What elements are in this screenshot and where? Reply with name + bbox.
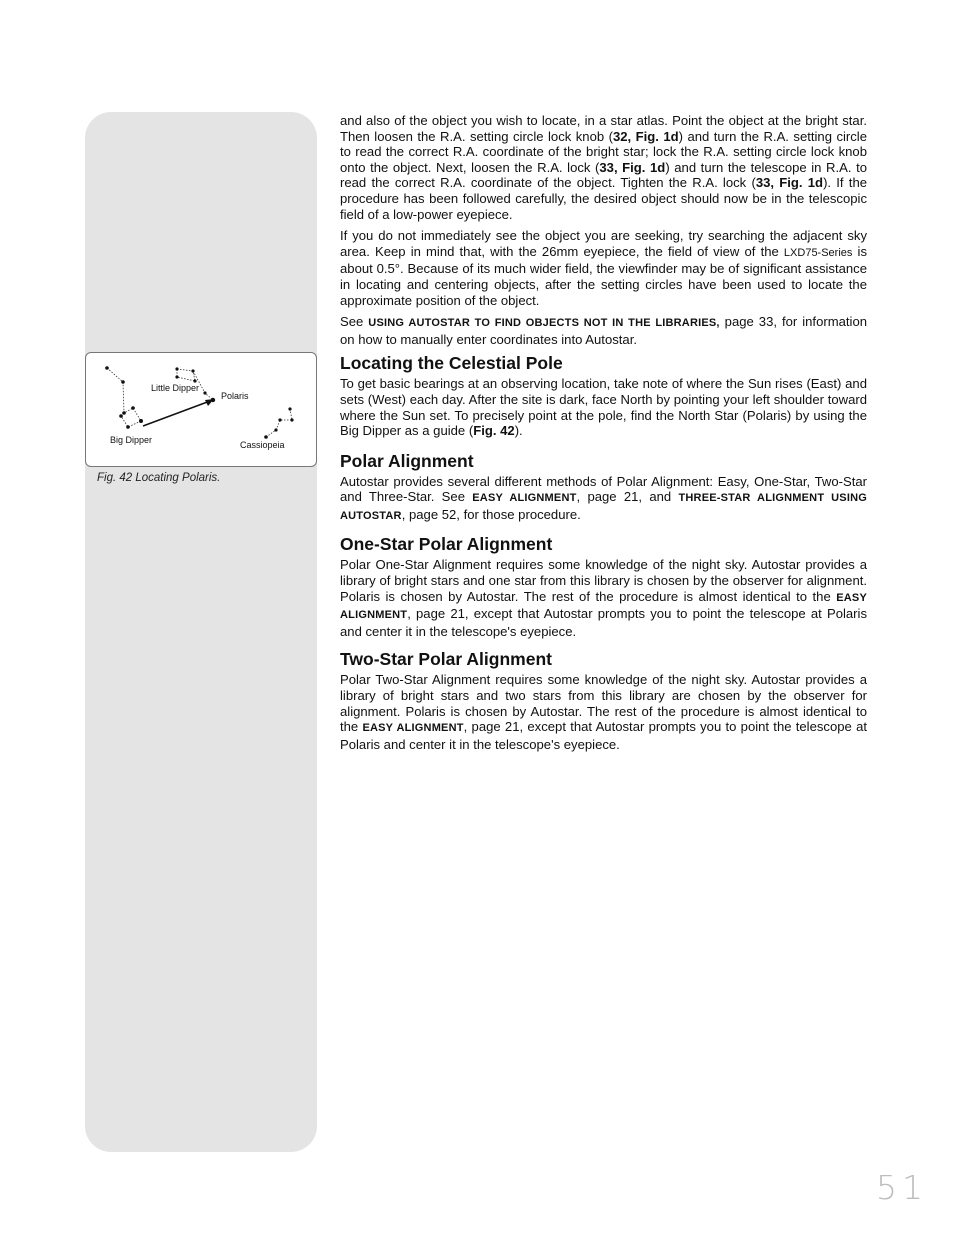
main-content (340, 113, 867, 758)
polaris-label: Polaris (221, 391, 249, 401)
cassiopeia-label: Cassiopeia (240, 440, 285, 450)
polar-alignment-paragraph: Autostar provides several different methods of Polar Alignment: Easy, One-Star, Two-Star and Three-Star. See EASY ALIGNMENT, page 21, and THREE-STAR ALIGNMENT USING AUTOSTAR, page 52, for those procedure. (340, 473, 867, 522)
big-dipper-label: Big Dipper (110, 435, 153, 445)
little-dipper-label: Little Dipper (151, 383, 200, 393)
big-dipper-lines (107, 368, 141, 427)
polaris-figure (85, 352, 317, 467)
star-chart (86, 353, 316, 466)
intro-paragraph-1: and also of the object you wish to locate, in a star atlas. Point the object at the bright star. Then loosen the R.A. setting circle lock knob (32, Fig. 1d) and turn the R.A. setting circle to read the correct R.A. coordinate of the bright star; lock the R.A. setting circle lock knob onto the object. Next, loosen the R.A. lock (33, Fig. 1d) and turn the telescope in R.A. to read the correct R.A. coordinate of the object. Tighten the R.A. lock (33, Fig. 1d). If the procedure has been followed carefully, the desired object should now be in the telescopic field of a low-power eyepiece. (340, 113, 868, 222)
intro-paragraph-3: See USING AUTOSTAR TO FIND OBJECTS NOT IN THE LIBRARIES, page 33, for information on how to manually enter coordinates into Autostar. (340, 314, 868, 347)
one-star-paragraph: Polar One-Star Alignment requires some knowledge of the night sky. Autostar provides a library of bright stars and one star from this library is chosen by the observer for alignment. Polaris is chosen by Autostar. The rest of the procedure is almost identical to the EASY ALIGNMENT, page 21, except that Autostar prompts you to point the telescope at Polaris and center it in the telescope's eyepiece. (340, 557, 867, 639)
page-number: 51 (876, 1168, 928, 1207)
two-star-paragraph: Polar Two-Star Alignment requires some knowledge of the night sky. Autostar provides a library of bright stars and two stars from this library are chosen by the observer for alignment. Polaris is chosen by Autostar. The rest of the procedure is almost identical to the EASY ALIGNMENT, page 21, except that Autostar prompts you to point the telescope at Polaris and center it in the telescope's eyepiece. (340, 672, 867, 752)
figure-caption: Fig. 42 Locating Polaris. (97, 472, 221, 484)
intro-paragraph-2: If you do not immediately see the object you are seeking, try searching the adjacent sky area. Keep in mind that, with the 26mm eyepiece, the field of view of the LXD75-Series is about 0.5°. Because of its much wider field, the viewfinder may be of significant assistance in locating and centering objects, after the setting circles have been used to locate the approximate position of the object. (340, 228, 867, 308)
heading-polar-alignment: Polar Alignment (340, 450, 474, 471)
stars (105, 366, 293, 439)
pointer-line (143, 401, 210, 426)
heading-celestial-pole: Locating the Celestial Pole (340, 353, 563, 374)
celestial-pole-paragraph: To get basic bearings at an observing location, take note of where the Sun rises (East) and sets (West) each day. After the site is dark, face North by pointing your left shoulder toward where the Sun set. To precisely point at the pole, find the North Star (Polaris) by using the Big Dipper as a guide (Fig. 42). (340, 376, 867, 439)
heading-two-star: Two-Star Polar Alignment (340, 649, 552, 670)
sidebar-panel (85, 112, 317, 1152)
cassiopeia-lines (266, 409, 292, 437)
heading-one-star: One-Star Polar Alignment (340, 534, 553, 555)
